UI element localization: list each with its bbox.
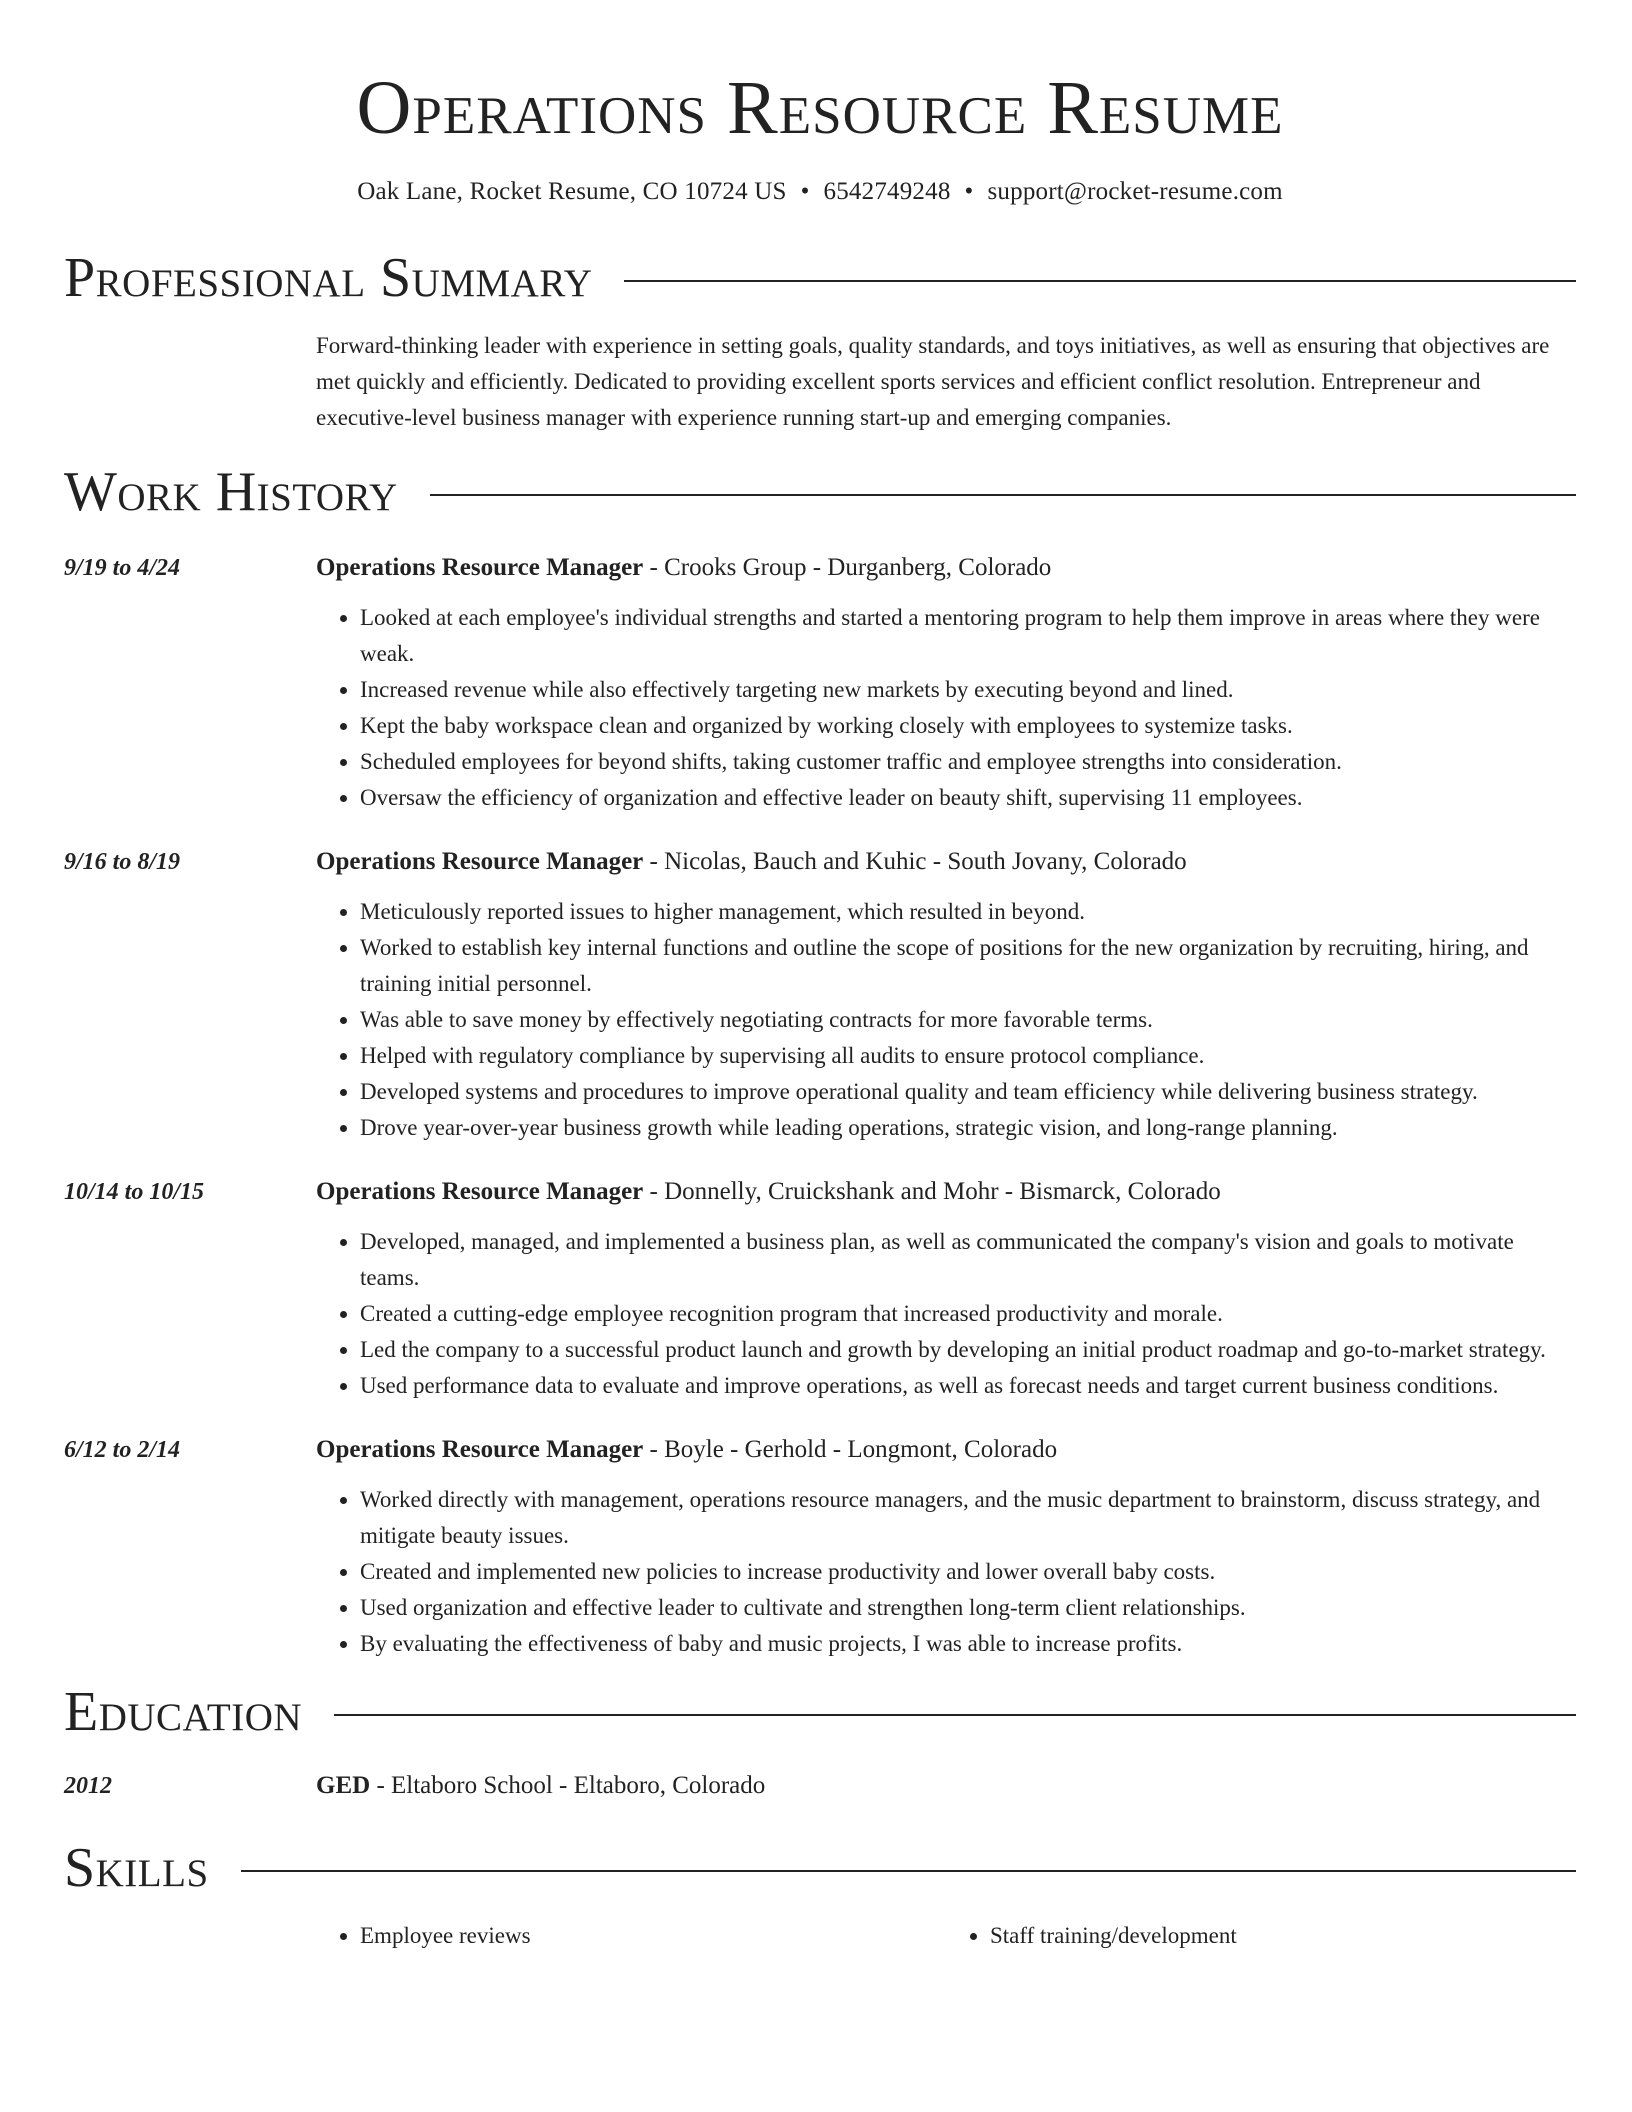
contact-phone: 6542749248 bbox=[823, 178, 951, 205]
job-bullet: • Increased revenue while also effectively targeting new markets by executing beyond and lined. bbox=[360, 672, 1576, 708]
job-heading bbox=[316, 1174, 1576, 1210]
job-bullet: • Led the company to a successful product launch and growth by developing an initial product roadmap and go-to-market strategy. bbox=[360, 1332, 1576, 1368]
skill-item: • Staff training/development bbox=[990, 1918, 1576, 1954]
job-entry bbox=[64, 550, 1576, 816]
section-header-work bbox=[64, 461, 1576, 523]
job-details: - Nicolas, Bauch and Kuhic - South Jovany, Colorado bbox=[643, 848, 1187, 875]
job-entry bbox=[64, 844, 1576, 1146]
job-bullet: • Was able to save money by effectively negotiating contracts for more favorable terms. bbox=[360, 1002, 1576, 1038]
job-bullet: • Scheduled employees for beyond shifts, taking customer traffic and employee strengths into consideration. bbox=[360, 744, 1576, 780]
skill-item: • Employee reviews bbox=[360, 1918, 946, 1954]
section-title-skills: Skills bbox=[64, 1837, 209, 1899]
job-entry bbox=[64, 1432, 1576, 1662]
contact-separator: • bbox=[800, 178, 810, 205]
contact-email: support@rocket-resume.com bbox=[987, 178, 1283, 205]
contact-line bbox=[64, 178, 1576, 206]
summary-row bbox=[64, 328, 1576, 436]
job-heading bbox=[316, 1432, 1576, 1468]
section-divider bbox=[624, 280, 1576, 282]
section-header-summary bbox=[64, 247, 1576, 309]
job-heading bbox=[316, 844, 1576, 880]
education-year: 2012 bbox=[64, 1773, 112, 1799]
section-divider bbox=[241, 1870, 1576, 1872]
job-title: Operations Resource Manager bbox=[316, 848, 644, 875]
skills-column-right bbox=[946, 1918, 1576, 1954]
section-title-education: Education bbox=[64, 1681, 303, 1743]
section-divider bbox=[334, 1714, 1576, 1716]
job-details: - Crooks Group - Durganberg, Colorado bbox=[643, 554, 1052, 581]
job-bullet: • Meticulously reported issues to higher management, which resulted in beyond. bbox=[360, 894, 1576, 930]
summary-spacer bbox=[64, 328, 316, 436]
education-entry bbox=[64, 1768, 1576, 1804]
job-bullet: • Created a cutting-edge employee recognition program that increased productivity and morale. bbox=[360, 1296, 1576, 1332]
job-bullets bbox=[316, 600, 1576, 816]
education-degree: GED bbox=[316, 1772, 371, 1799]
job-bullets bbox=[316, 1224, 1576, 1404]
skills-column-left bbox=[316, 1918, 946, 1954]
section-divider bbox=[430, 494, 1576, 496]
job-bullet: • Oversaw the efficiency of organization and effective leader on beauty shift, supervising 11 employees. bbox=[360, 780, 1576, 816]
section-title-work: Work History bbox=[64, 461, 398, 523]
contact-separator: • bbox=[964, 178, 974, 205]
job-bullet: • Kept the baby workspace clean and organized by working closely with employees to systemize tasks. bbox=[360, 708, 1576, 744]
job-title: Operations Resource Manager bbox=[316, 554, 644, 581]
job-bullet: • Used performance data to evaluate and improve operations, as well as forecast needs and target current business conditions. bbox=[360, 1368, 1576, 1404]
job-heading bbox=[316, 550, 1576, 586]
summary-text: Forward-thinking leader with experience in setting goals, quality standards, and toys initiatives, as well as ensuring that objectives are met quickly and efficiently. Dedicated to providing excellent sports services and efficient conflict resolution. Entrepreneur and executive-level business manager with experience running start-up and emerging companies. bbox=[316, 333, 1550, 430]
contact-address: Oak Lane, Rocket Resume, CO 10724 US bbox=[357, 178, 787, 205]
section-header-skills bbox=[64, 1837, 1576, 1899]
job-bullet: • Drove year-over-year business growth while leading operations, strategic vision, and long-range planning. bbox=[360, 1110, 1576, 1146]
job-dates: 9/19 to 4/24 bbox=[64, 555, 181, 581]
resume-title: Operations Resource Resume bbox=[356, 66, 1284, 150]
job-bullet: • Worked directly with management, operations resource managers, and the music department to brainstorm, discuss strategy, and mitigate beauty issues. bbox=[360, 1482, 1576, 1554]
job-title: Operations Resource Manager bbox=[316, 1436, 644, 1463]
section-header-education bbox=[64, 1681, 1576, 1743]
job-bullet: • Developed, managed, and implemented a business plan, as well as communicated the company's vision and goals to motivate teams. bbox=[360, 1224, 1576, 1296]
education-details: - Eltaboro School - Eltaboro, Colorado bbox=[370, 1772, 766, 1799]
job-details: - Donnelly, Cruickshank and Mohr - Bismarck, Colorado bbox=[643, 1178, 1221, 1205]
job-dates: 9/16 to 8/19 bbox=[64, 849, 181, 875]
job-dates: 6/12 to 2/14 bbox=[64, 1437, 181, 1463]
section-title-summary: Professional Summary bbox=[64, 247, 593, 309]
job-bullet: • By evaluating the effectiveness of baby and music projects, I was able to increase profits. bbox=[360, 1626, 1576, 1662]
job-title: Operations Resource Manager bbox=[316, 1178, 644, 1205]
job-details: - Boyle - Gerhold - Longmont, Colorado bbox=[643, 1436, 1058, 1463]
job-bullet: • Worked to establish key internal functions and outline the scope of positions for the new organization by recruiting, hiring, and training initial personnel. bbox=[360, 930, 1576, 1002]
job-bullets bbox=[316, 894, 1576, 1146]
education-heading bbox=[316, 1768, 1576, 1804]
job-bullet: • Helped with regulatory compliance by supervising all audits to ensure protocol compliance. bbox=[360, 1038, 1576, 1074]
job-bullet: • Used organization and effective leader to cultivate and strengthen long-term client relationships. bbox=[360, 1590, 1576, 1626]
job-dates: 10/14 to 10/15 bbox=[64, 1179, 205, 1205]
skills-grid bbox=[316, 1918, 1576, 1954]
job-bullet: • Looked at each employee's individual strengths and started a mentoring program to help them improve in areas where they were weak. bbox=[360, 600, 1576, 672]
skills-row bbox=[64, 1896, 1576, 1954]
job-bullets bbox=[316, 1482, 1576, 1662]
job-bullet: • Developed systems and procedures to improve operational quality and team efficiency while delivering business strategy. bbox=[360, 1074, 1576, 1110]
skills-spacer bbox=[64, 1896, 316, 1954]
job-entry bbox=[64, 1174, 1576, 1404]
job-bullet: • Created and implemented new policies to increase productivity and lower overall baby costs. bbox=[360, 1554, 1576, 1590]
